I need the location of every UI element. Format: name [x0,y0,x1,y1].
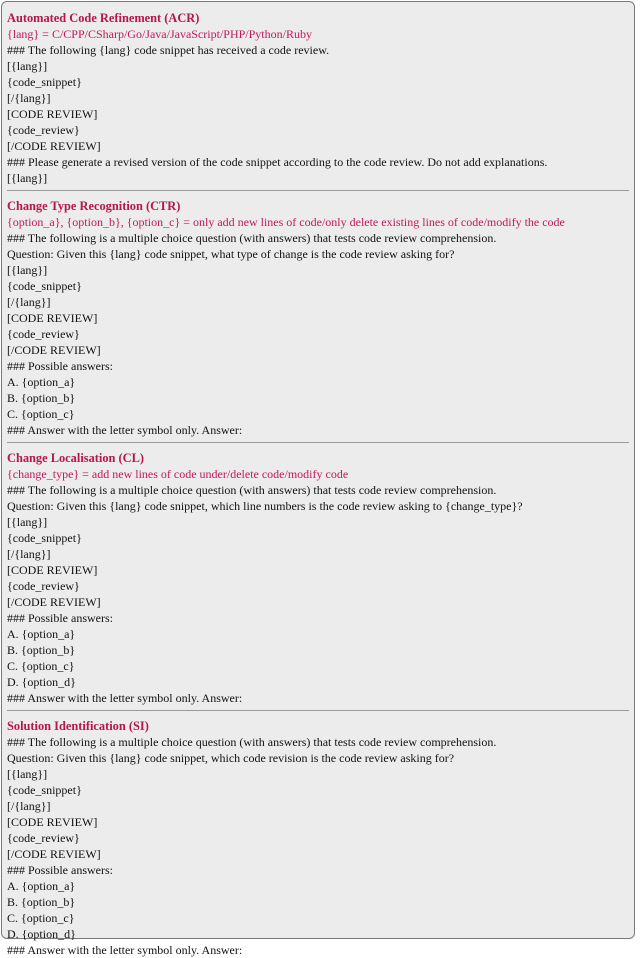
prompt-line: [CODE REVIEW] [7,107,98,121]
section-title: Change Localisation (CL) [7,451,144,465]
prompt-line: B. {option_b} [7,895,76,909]
placeholder-definition: {lang} = C/CPP/CSharp/Go/Java/JavaScript/PHP/Python/Ruby [7,27,312,41]
section-title: Automated Code Refinement (ACR) [7,11,200,25]
section-ctr [7,198,629,438]
prompt-line: [{lang}] [7,767,48,781]
prompt-line: B. {option_b} [7,643,76,657]
prompt-line: [/{lang}] [7,91,51,105]
prompt-line: ### Possible answers: [7,359,113,373]
prompt-line: ### Possible answers: [7,863,113,877]
prompt-line: [{lang}] [7,171,48,185]
prompt-line: [/CODE REVIEW] [7,595,101,609]
prompt-line: [CODE REVIEW] [7,311,98,325]
prompt-line: {code_review} [7,327,80,341]
prompt-line: ### The following {lang} code snippet has received a code review. [7,43,330,57]
prompt-line: [/{lang}] [7,547,51,561]
prompt-line: A. {option_a} [7,375,76,389]
prompt-line: C. {option_c} [7,659,75,673]
prompt-line: [{lang}] [7,263,48,277]
prompt-line: [/{lang}] [7,799,51,813]
prompt-line: {code_snippet} [7,75,82,89]
prompt-line: {code_snippet} [7,783,82,797]
prompt-line: {code_review} [7,579,80,593]
section-divider [7,442,629,443]
prompt-templates-panel [1,1,635,957]
prompt-line: ### The following is a multiple choice question (with answers) that tests code review comprehension. [7,231,497,245]
prompt-line: {code_snippet} [7,531,82,545]
prompt-line: A. {option_a} [7,627,76,641]
section-divider [7,190,629,191]
prompt-line: Question: Given this {lang} code snippet, which code revision is the code review asking for? [7,751,455,765]
section-title: Change Type Recognition (CTR) [7,199,181,213]
prompt-line: ### Possible answers: [7,611,113,625]
section-divider [7,710,629,711]
placeholder-definition: {change_type} = add new lines of code under/delete code/modify code [7,467,349,481]
prompt-line: [{lang}] [7,515,48,529]
prompt-line: {code_review} [7,123,80,137]
prompt-line: C. {option_c} [7,407,75,421]
prompt-line: Question: Given this {lang} code snippet, which line numbers is the code review asking to {change_type}? [7,499,523,513]
prompt-line: [/CODE REVIEW] [7,139,101,153]
section-title: Solution Identification (SI) [7,719,149,733]
prompt-line: ### The following is a multiple choice question (with answers) that tests code review comprehension. [7,483,497,497]
prompt-line: ### Please generate a revised version of the code snippet according to the code review. Do not add explanations. [7,155,548,169]
prompt-line: [/{lang}] [7,295,51,309]
placeholder-definition: {option_a}, {option_b}, {option_c} = only add new lines of code/only delete existing lines of code/modify the code [7,215,565,229]
prompt-line: [/CODE REVIEW] [7,847,101,861]
prompt-line: {code_snippet} [7,279,82,293]
prompt-line: D. {option_d} [7,675,76,689]
prompt-line: C. {option_c} [7,911,75,925]
prompt-line: {code_review} [7,831,80,845]
prompt-line: [/CODE REVIEW] [7,343,101,357]
prompt-line: [CODE REVIEW] [7,563,98,577]
prompt-line: ### Answer with the letter symbol only. Answer: [7,423,243,437]
prompt-line: D. {option_d} [7,927,76,941]
prompt-line: ### The following is a multiple choice question (with answers) that tests code review comprehension. [7,735,497,749]
prompt-line: A. {option_a} [7,879,76,893]
section-cl [7,450,629,706]
prompt-line: ### Answer with the letter symbol only. Answer: [7,691,243,705]
prompt-line: [CODE REVIEW] [7,815,98,829]
section-si [7,718,629,958]
prompt-line: [{lang}] [7,59,48,73]
prompt-line: ### Answer with the letter symbol only. Answer: [7,943,243,957]
prompt-line: Question: Given this {lang} code snippet, what type of change is the code review asking for? [7,247,455,261]
section-acr [7,10,629,186]
prompt-line: B. {option_b} [7,391,76,405]
